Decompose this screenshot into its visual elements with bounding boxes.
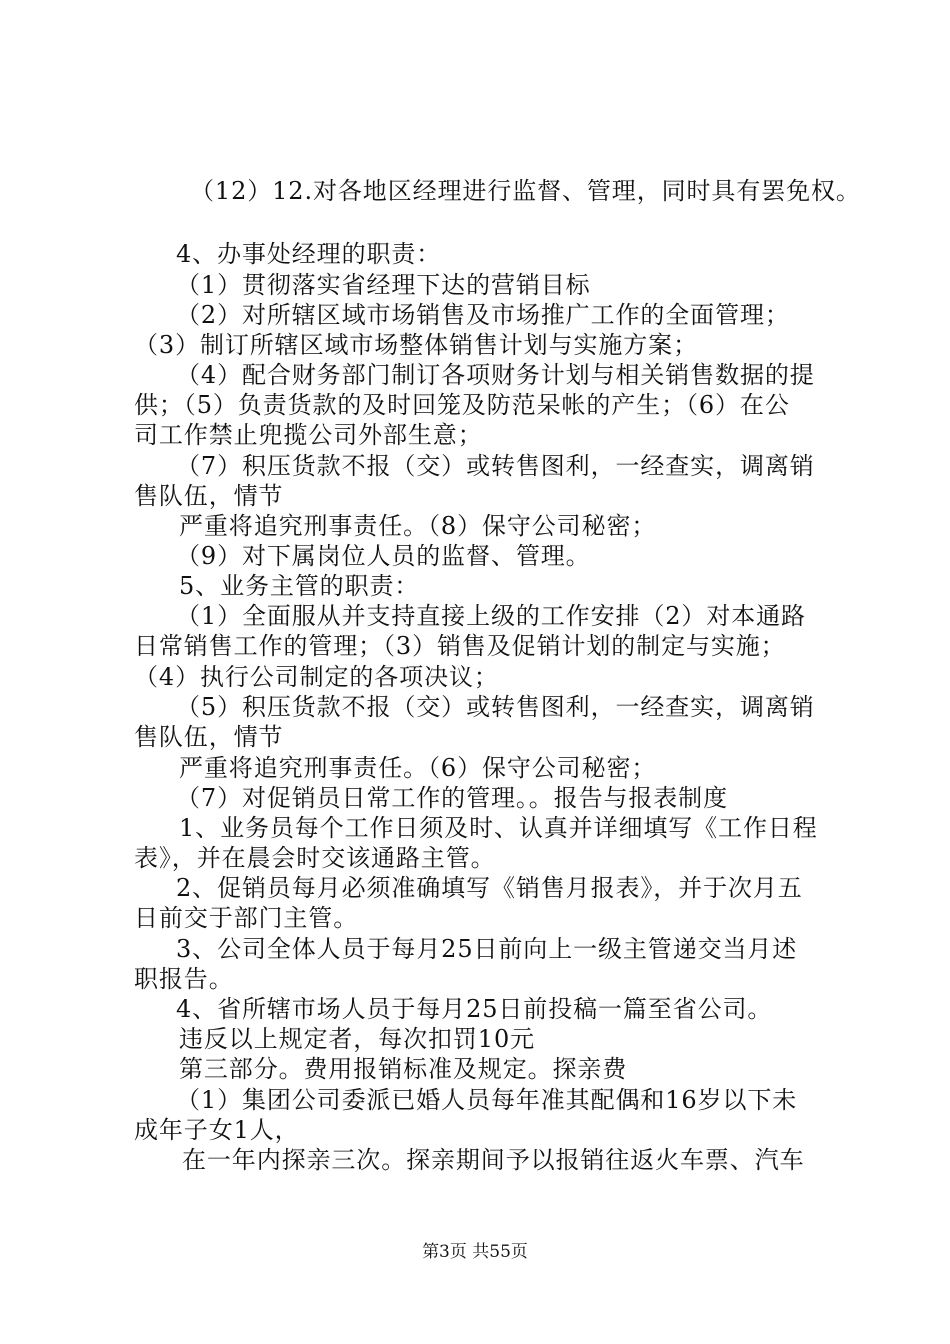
- text-line: （4）配合财务部门制订各项财务计划与相关销售数据的提: [176, 361, 815, 389]
- text-line: 4、省所辖市场人员于每月25日前投稿一篇至省公司。: [176, 995, 773, 1023]
- page-number-footer: 第3页 共55页: [422, 1242, 528, 1262]
- section-heading: 5、业务主管的职责：: [179, 572, 420, 600]
- text-line: （1）集团公司委派已婚人员每年准其配偶和16岁以下未: [176, 1086, 798, 1114]
- text-line: （12）12.对各地区经理进行监督、管理，同时具有罢免权。: [190, 177, 861, 205]
- text-line: 司工作禁止兜揽公司外部生意；: [134, 421, 483, 449]
- text-line: （4）执行公司制定的各项决议；: [134, 663, 499, 691]
- text-line: （7）对促销员日常工作的管理。。报告与报表制度: [176, 784, 728, 812]
- text-line: 在一年内探亲三次。探亲期间予以报销往返火车票、汽车: [182, 1146, 805, 1174]
- text-line: 供；（5）负责货款的及时回笼及防范呆帐的产生；（6）在公: [134, 391, 790, 419]
- text-line: （5）积压货款不报（交）或转售图利，一经查实，调离销: [176, 693, 815, 721]
- text-line: （9）对下属岗位人员的监督、管理。: [176, 542, 591, 570]
- text-line: 3、公司全体人员于每月25日前向上一级主管递交当月述: [176, 935, 798, 963]
- text-line: （1）贯彻落实省经理下达的营销目标: [176, 271, 591, 299]
- text-line: 售队伍，情节: [134, 482, 284, 510]
- section-heading: 4、办事处经理的职责：: [176, 240, 442, 268]
- text-line: （2）对所辖区域市场销售及市场推广工作的全面管理；: [176, 301, 790, 329]
- text-line: 严重将追究刑事责任。（8）保守公司秘密；: [179, 512, 657, 540]
- text-line: 职报告。: [134, 965, 234, 993]
- text-line: 违反以上规定者，每次扣罚10元: [179, 1025, 536, 1053]
- text-line: 1、业务员每个工作日须及时、认真并详细填写《工作日程: [179, 814, 818, 842]
- text-line: （1）全面服从并支持直接上级的工作安排（2）对本通路: [176, 602, 806, 630]
- text-line: 成年子女1人，: [134, 1116, 300, 1144]
- text-line: 表》，并在晨会时交该通路主管。: [134, 844, 496, 872]
- text-line: （3）制订所辖区域市场整体销售计划与实施方案；: [134, 331, 698, 359]
- text-line: （7）积压货款不报（交）或转售图利，一经查实，调离销: [176, 452, 815, 480]
- text-line: 日前交于部门主管。: [134, 904, 359, 932]
- text-line: 日常销售工作的管理；（3）销售及促销计划的制定与实施；: [134, 632, 786, 660]
- text-line: 严重将追究刑事责任。（6）保守公司秘密；: [179, 754, 657, 782]
- text-line: 售队伍，情节: [134, 723, 284, 751]
- text-line: 2、促销员每月必须准确填写《销售月报表》，并于次月五: [176, 874, 803, 902]
- part-heading: 第三部分。费用报销标准及规定。探亲费: [179, 1055, 628, 1083]
